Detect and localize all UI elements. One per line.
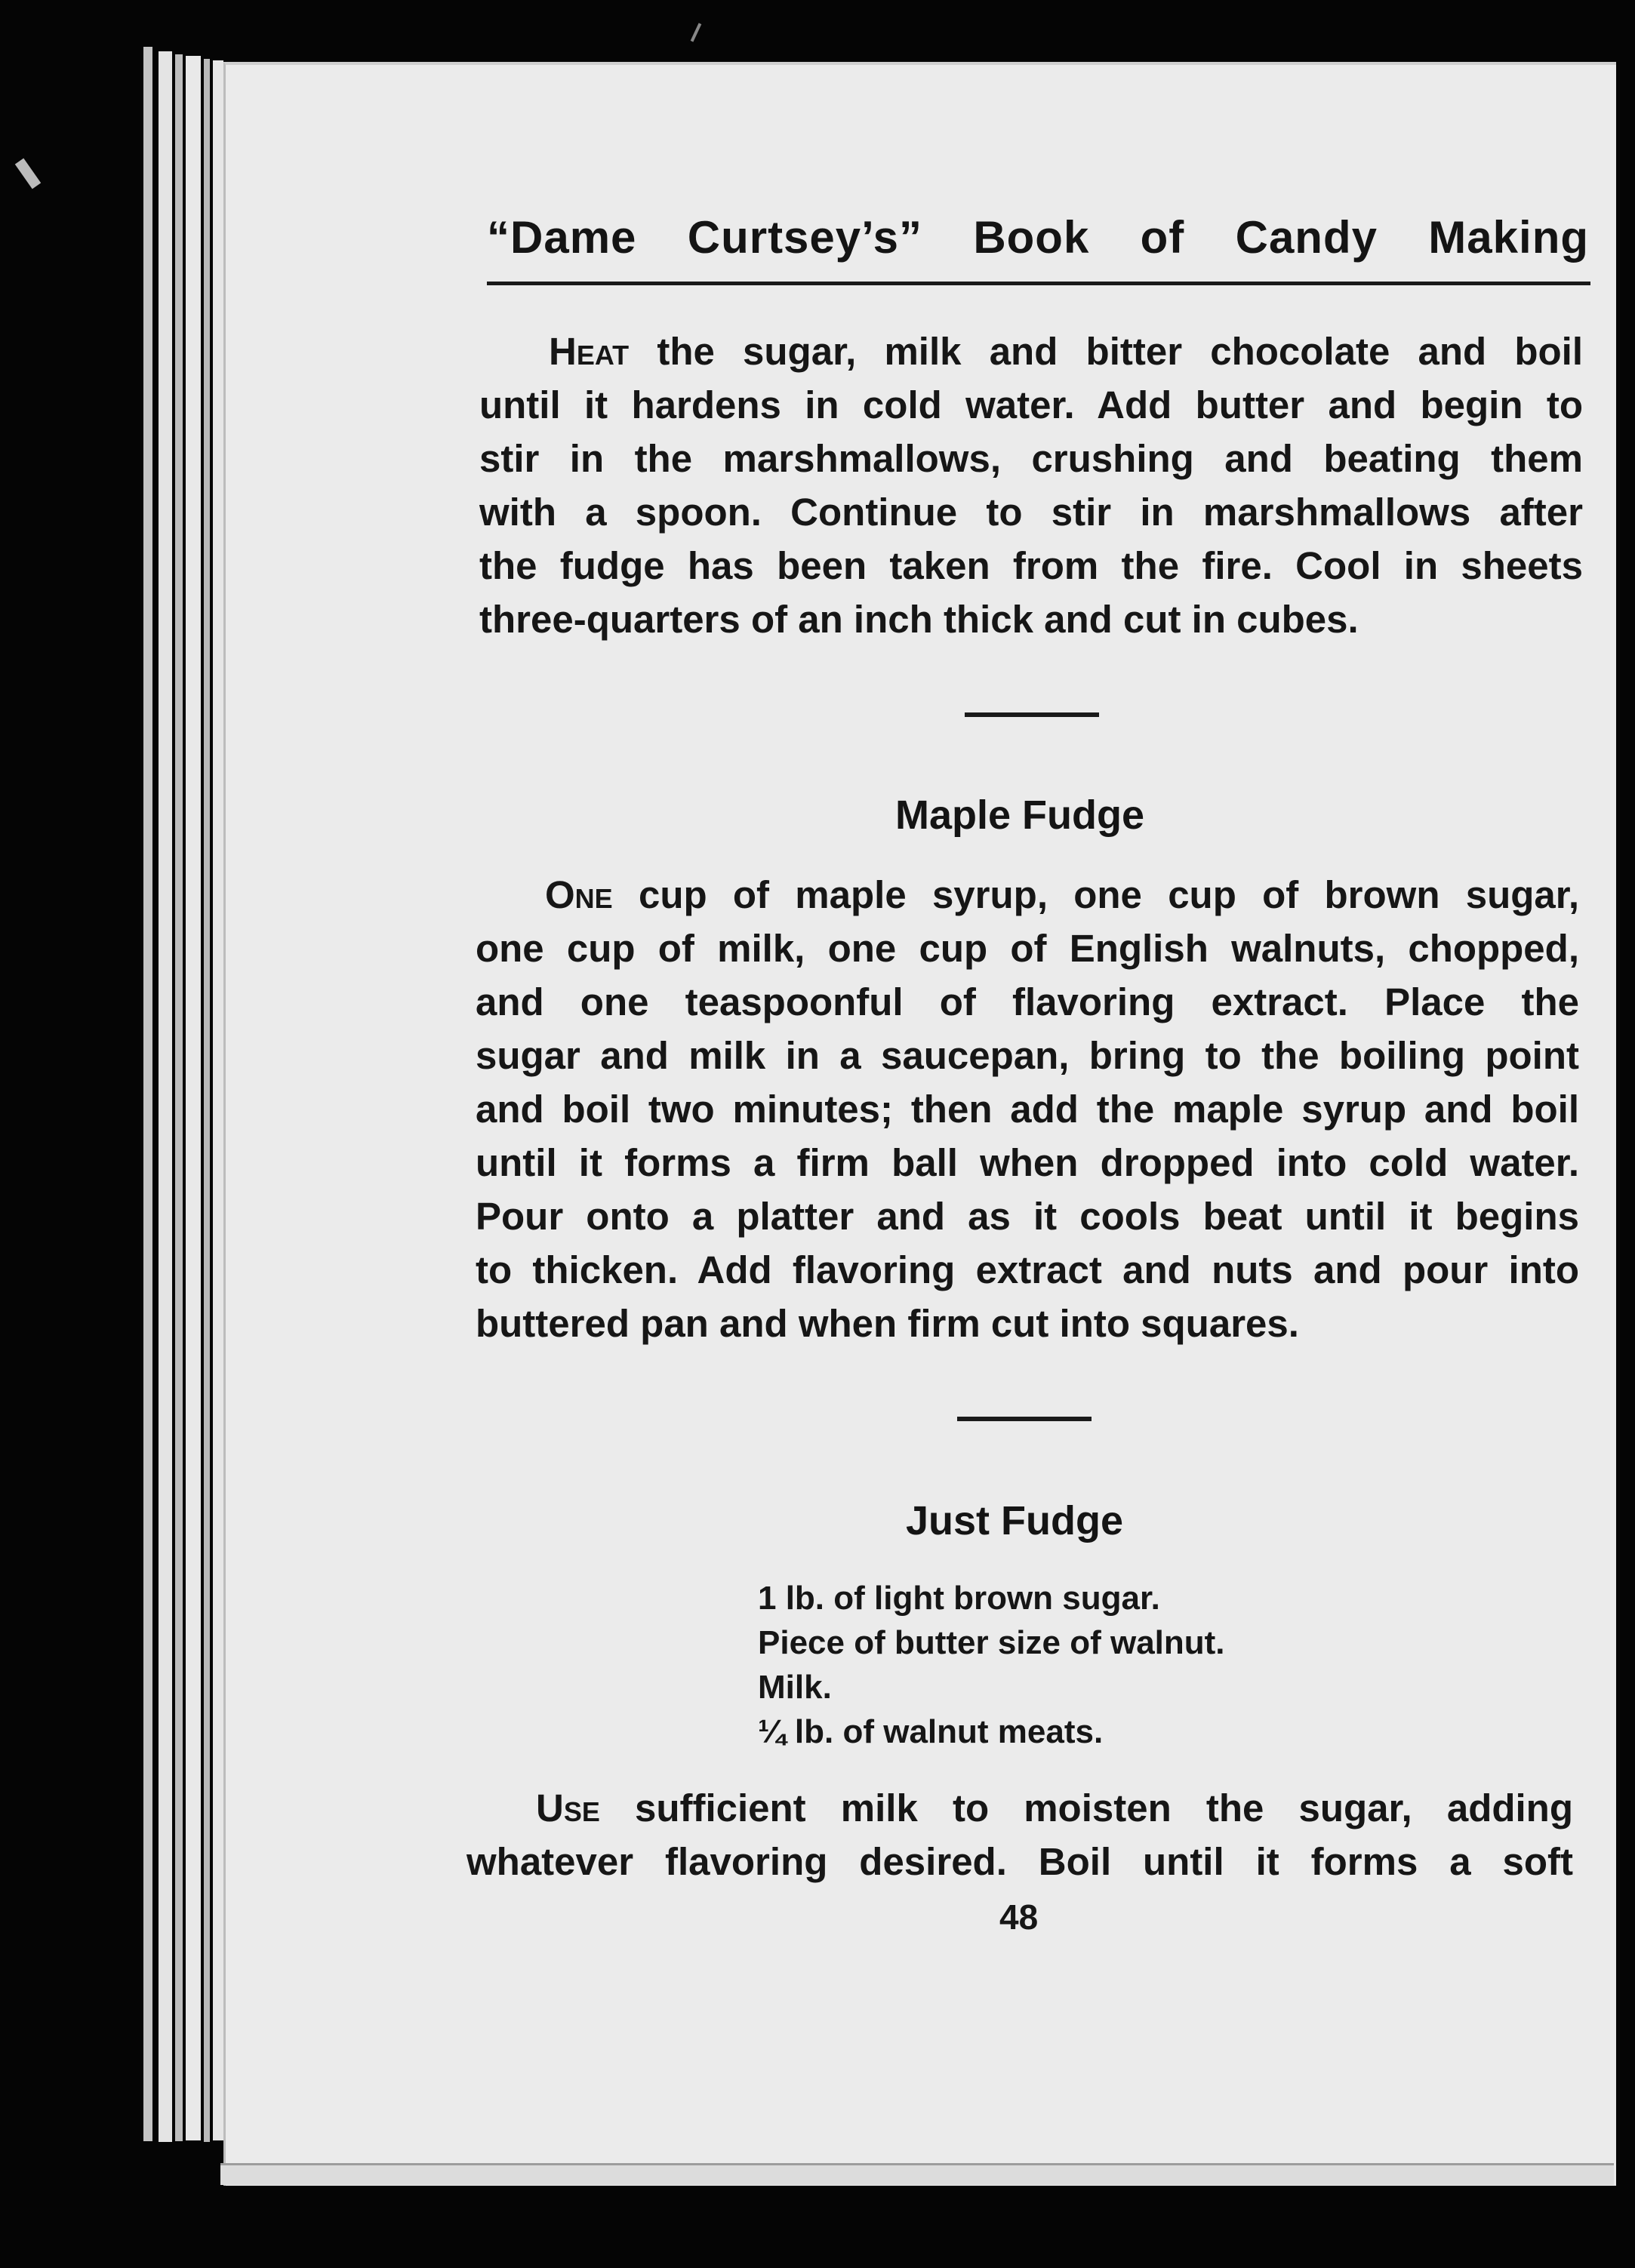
paragraph-line: stir in the marshmallows, crushing and beating them [479,437,1583,480]
paragraph-just-fudge [466,1781,1573,1888]
paragraph-line: with a spoon. Continue to stir in marshmallows after [479,491,1583,534]
paragraph-line: whatever flavoring desired. Boil until it forms a soft [466,1840,1573,1883]
section-heading-just-fudge: Just Fudge [906,1498,1124,1543]
paragraph-line: One cup of maple syrup, one cup of brown sugar, [545,873,1579,916]
paragraph-line: and one teaspoonful of flavoring extract. Place the [476,980,1579,1023]
lead-word: One [545,873,613,916]
paragraph-line: to thicken. Add flavoring extract and nuts and pour into [476,1248,1579,1291]
section-divider [957,1417,1092,1421]
paragraph-line: Heat the sugar, milk and bitter chocolate and boil [549,330,1583,373]
ingredient-item: Milk. [758,1669,832,1706]
paragraph-line: buttered pan and when firm cut into squares. [476,1302,1299,1345]
paragraph-line: sugar and milk in a saucepan, bring to the boiling point [476,1034,1579,1077]
page-edge [213,60,223,2140]
ingredient-item: ¼ lb. of walnut meats. [758,1713,1104,1750]
paragraph-chocolate-marshmallow [479,325,1583,646]
page-edge [159,51,172,2142]
page-edge [186,56,201,2140]
page-edge [204,59,210,2142]
paragraph-line: the fudge has been taken from the fire. Cool in sheets [479,544,1583,587]
paragraph-line: Use sufficient milk to moisten the sugar, adding [536,1786,1573,1829]
lead-word: Heat [549,330,630,373]
ingredient-item: Piece of butter size of walnut. [758,1624,1225,1661]
paragraph-line: until it hardens in cold water. Add butter and begin to [479,383,1583,426]
page-number: 48 [999,1897,1039,1937]
page-edge [143,47,152,2141]
paragraph-line: until it forms a firm ball when dropped into cold water. [476,1141,1579,1184]
paragraph-line: and boil two minutes; then add the maple syrup and boil [476,1088,1579,1131]
paragraph-line: one cup of milk, one cup of English walnuts, chopped, [476,927,1579,970]
running-head: “Dame Curtsey’s” Book of Candy Making [487,212,1589,263]
ingredient-item: 1 lb. of light brown sugar. [758,1580,1160,1617]
paragraph-line: three-quarters of an inch thick and cut in cubes. [479,598,1359,641]
page-edge [175,54,183,2141]
section-divider [965,712,1099,717]
paragraph-line: Pour onto a platter and as it cools beat until it begins [476,1195,1579,1238]
ingredient-list [758,1576,1286,1754]
page-bottom-edge [220,2163,1614,2185]
running-head-rule [487,282,1590,285]
paragraph-maple-fudge [476,868,1579,1350]
lead-word: Use [536,1786,600,1829]
section-heading-maple-fudge: Maple Fudge [895,792,1145,838]
